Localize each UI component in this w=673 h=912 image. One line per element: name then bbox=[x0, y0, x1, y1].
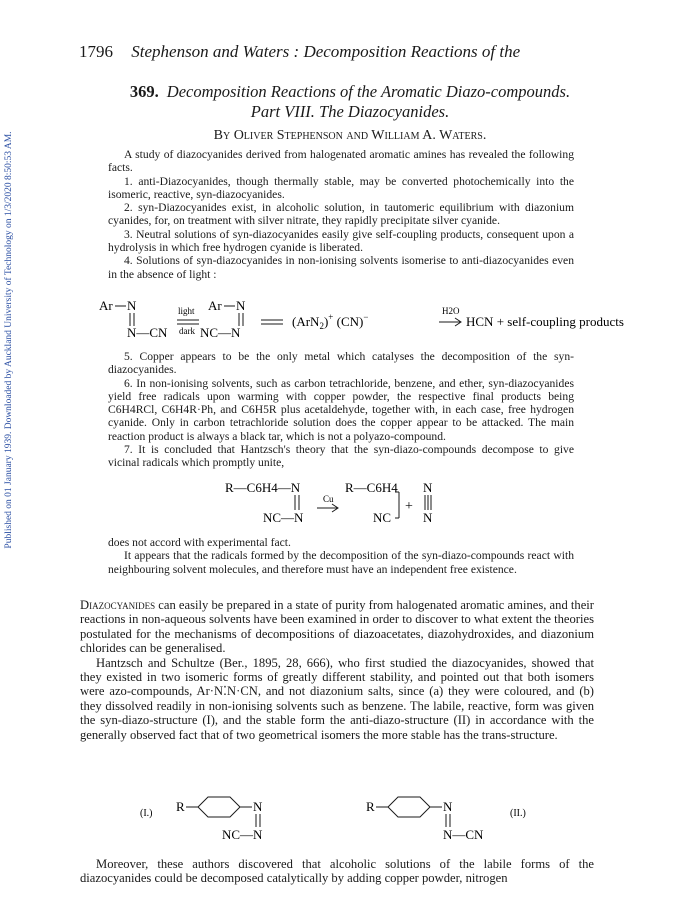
abstract-fact-3: 3. Neutral solutions of syn-diazocyanides easily give self-coupling products, consequent upon a hydrolysis in which free hydrogen cyanide is liberated. bbox=[108, 227, 574, 255]
abstract-fact-4: 4. Solutions of syn-diazocyanides in non-ionising solvents isomerise to anti-diazocyanides even in the absence of light : bbox=[108, 254, 574, 281]
eq-n2: N bbox=[236, 298, 246, 313]
eq2-nc: NC bbox=[373, 510, 392, 525]
page-number: 1796 bbox=[79, 42, 113, 61]
eq-ar2: Ar bbox=[208, 298, 222, 313]
eq2-ncn: NC—N bbox=[263, 510, 304, 525]
body-text-1 bbox=[80, 598, 594, 742]
abstract-conclusion: It appears that the radicals formed by the decomposition of the syn-diazo-compounds react with neighbouring solvent molecules, and therefore must have an independent free existence. bbox=[108, 549, 574, 576]
struct2-ncn: N—CN bbox=[443, 827, 484, 842]
authors: By Oliver Stephenson and William A. Waters. bbox=[213, 128, 487, 143]
eq-h2o: H2O bbox=[442, 306, 460, 316]
sidebar-provenance: Published on 01 January 1939. Downloaded by Auckland University of Technology on 1/3/2020 8:50:53 AM. bbox=[4, 131, 14, 549]
struct2-n: N bbox=[443, 799, 453, 814]
article-number: 369. bbox=[129, 82, 159, 101]
running-header bbox=[79, 42, 520, 62]
structures-figure bbox=[140, 793, 560, 849]
equilibrium-equation bbox=[95, 296, 624, 342]
label-i: (I.) bbox=[140, 808, 153, 819]
abstract-fact-5: 5. Copper appears to be the only metal which catalyses the decomposition of the syn-diazocyanides. bbox=[108, 350, 574, 377]
eq2-aryl: R—C6H4—N bbox=[225, 480, 301, 495]
abstract-fact-7: 7. It is concluded that Hantzsch's theory that the syn-diazo-compounds decompose to give vicinal radicals which promptly unite, bbox=[108, 443, 574, 470]
abstract-fact-7-end: does not accord with experimental fact. bbox=[108, 536, 291, 549]
body-paragraph-3: Moreover, these authors discovered that alcoholic solutions of the labile forms of the diazocyanides could be decomposed catalytically by adding copper powder, nitrogen bbox=[80, 857, 594, 886]
abstract-part-1 bbox=[108, 148, 574, 281]
abstract-fact-6: 6. In non-ionising solvents, such as carbon tetrachloride, benzene, and ether, syn-diazocyanides yield free radicals upon warming with copper powder, the respective final products being C6H4RCl, C6H4R·Ph, and C6H5R plus acetaldehyde, together with, in each case, free hydrogen cyanide. Only in carbon tetrachloride solution does the copper appear to be attacked. The main reaction product is always a black tar, which is not a polyazo-compound. bbox=[108, 376, 574, 443]
title-line-1: Decomposition Reactions of the Aromatic Diazo-compounds. bbox=[166, 82, 571, 101]
abstract-fact-2: 2. syn-Diazocyanides exist, in alcoholic solution, in tautomeric equilibrium with diazonium cyanides, for, on treatment with silver nitrate, they rapidly precipitate silver cyanide. bbox=[108, 201, 574, 228]
eq-dark: dark bbox=[179, 326, 195, 336]
eq2-radical: R—C6H4 bbox=[345, 480, 398, 495]
abstract-part-2 bbox=[108, 350, 574, 470]
struct2-r: R bbox=[366, 799, 375, 814]
eq-products: HCN + self-coupling products bbox=[466, 314, 624, 329]
abstract-part-3 bbox=[108, 536, 574, 576]
struct1-ncn: NC—N bbox=[222, 827, 263, 842]
abstract-intro: A study of diazocyanides derived from halogenated aromatic amines has revealed the following facts. bbox=[108, 148, 574, 175]
label-ii: (II.) bbox=[510, 808, 526, 819]
eq2-n-bottom: N bbox=[423, 510, 433, 525]
eq-n1: N bbox=[127, 298, 137, 313]
eq-light: light bbox=[178, 306, 195, 316]
eq-ar: Ar bbox=[99, 298, 113, 313]
eq-ncn2: NC—N bbox=[200, 325, 241, 340]
body-text-2 bbox=[80, 857, 594, 886]
eq-diazonium: (ArN$_2$)+ (CN)− bbox=[292, 312, 369, 331]
running-title: Stephenson and Waters : Decomposition Reactions of the bbox=[131, 42, 521, 61]
struct1-r: R bbox=[176, 799, 185, 814]
radical-equation bbox=[225, 478, 455, 530]
body-paragraph-2: Hantzsch and Schultze (Ber., 1895, 28, 666), who first studied the diazocyanides, showed that they existed in two isomeric forms of greatly different stability, and pointed out that both isomers were azo-compounds, Ar·N⁚N·CN, and not diazonium salts, since (a) they were coloured, and (b) they dissolved readily in non-ionising solvents such as benzene. The labile, reactive, form was given the syn-diazo-structure (I), and the stable form the anti-diazo-structure (II) in accordance with the generally observed fact that of two geometrical isomers the more stable has the trans-structure. bbox=[80, 655, 594, 742]
eq2-n-top: N bbox=[423, 480, 433, 495]
struct1-n: N bbox=[253, 799, 263, 814]
body-lead: Diazocyanides bbox=[80, 598, 156, 612]
title-line-2: Part VIII. The Diazocyanides. bbox=[250, 102, 450, 121]
abstract-fact-1: 1. anti-Diazocyanides, though thermally stable, may be converted photochemically into the isomeric, reactive, syn-diazocyanides. bbox=[108, 174, 574, 201]
article-title bbox=[100, 82, 600, 122]
eq-ncn: N—CN bbox=[127, 325, 168, 340]
eq2-plus: + bbox=[405, 499, 413, 514]
eq2-cu: Cu bbox=[323, 494, 334, 504]
body-paragraph-1: Diazocyanides can easily be prepared in a state of purity from halogenated aromatic amines, and their reactions in non-aqueous solvents have been examined in order to discover to what extent the theories postulated for the mechanisms of decompositions of diazoacetates, diazohydroxides, and diazonium chlorides can be generalised. bbox=[80, 598, 594, 656]
